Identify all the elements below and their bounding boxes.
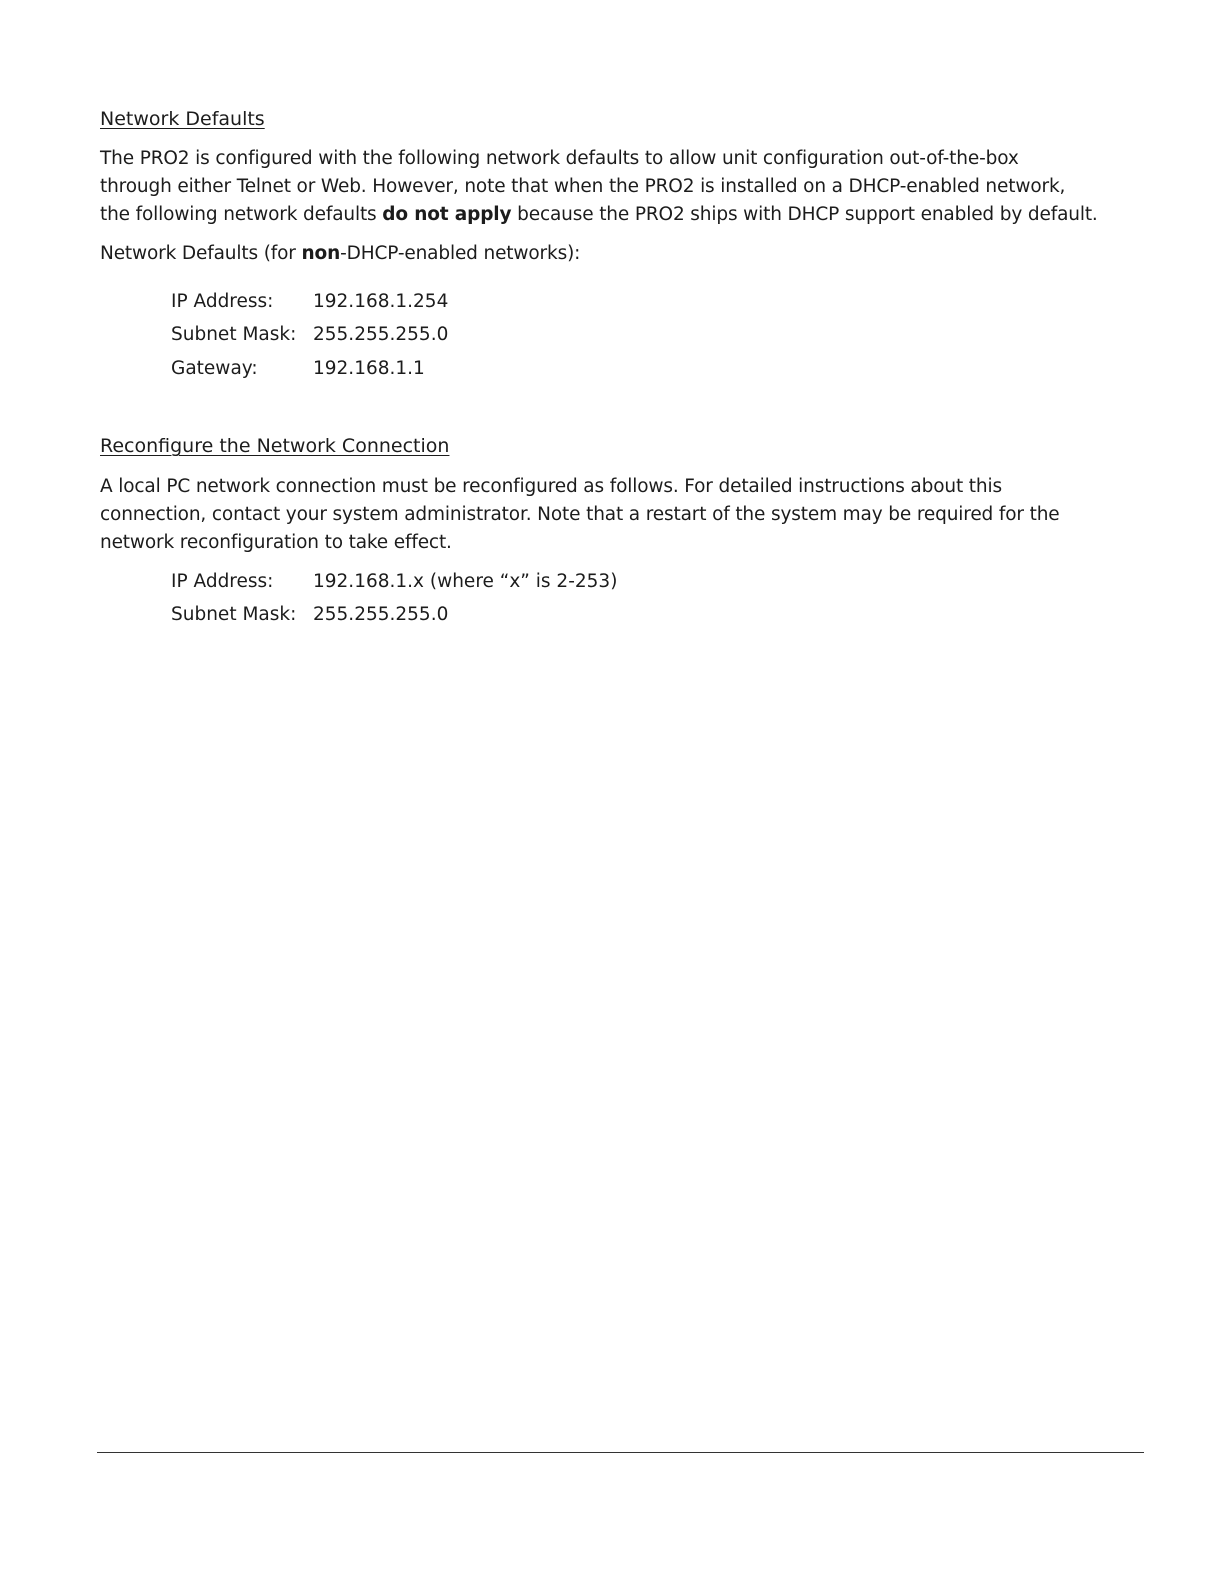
paragraph-line: A local PC network connection must be reconfigured as follows. For detailed instructions about this	[100, 476, 1002, 497]
network-defaults-note	[100, 240, 1150, 268]
paragraph-line	[100, 201, 1150, 229]
reconfigure-section	[100, 434, 1150, 458]
setting-value: 255.255.255.0	[313, 324, 449, 345]
setting-row-subnet-mask	[171, 323, 448, 347]
setting-value: 255.255.255.0	[313, 604, 449, 625]
paragraph-text: the following network defaults	[100, 204, 383, 225]
emphasis-text: non	[301, 243, 341, 264]
setting-row-ip-address	[171, 570, 617, 594]
setting-value: 192.168.1.1	[313, 358, 425, 379]
setting-label: Subnet Mask:	[171, 604, 297, 625]
reconfigure-paragraph	[100, 473, 1150, 557]
paragraph-text: because the PRO2 ships with DHCP support enabled by default.	[511, 204, 1098, 225]
section-heading: Reconfigure the Network Connection	[100, 435, 450, 457]
network-defaults-section	[100, 107, 1150, 131]
setting-value: 192.168.1.x (where “x” is 2-253)	[313, 571, 618, 592]
network-defaults-paragraph	[100, 145, 1150, 229]
setting-row-ip-address	[171, 290, 448, 314]
setting-label: Gateway:	[171, 358, 258, 379]
setting-label: IP Address:	[171, 571, 274, 592]
setting-label: Subnet Mask:	[171, 324, 297, 345]
note-text: -DHCP-enabled networks):	[340, 243, 581, 264]
setting-row-gateway	[171, 357, 425, 381]
setting-row-subnet-mask	[171, 603, 448, 627]
paragraph-line	[100, 240, 1150, 268]
note-text: Network Defaults (for	[100, 243, 302, 264]
paragraph-line: network reconfiguration to take effect.	[100, 532, 452, 553]
setting-label: IP Address:	[171, 291, 274, 312]
footer-divider	[97, 1452, 1144, 1453]
setting-value: 192.168.1.254	[313, 291, 449, 312]
emphasis-text: do not apply	[382, 204, 512, 225]
section-heading: Network Defaults	[100, 108, 265, 130]
paragraph-line: connection, contact your system administrator. Note that a restart of the system may be required for the	[100, 504, 1060, 525]
paragraph-line: The PRO2 is configured with the following network defaults to allow unit configuration out-of-the-box	[100, 148, 1019, 169]
paragraph-line: through either Telnet or Web. However, note that when the PRO2 is installed on a DHCP-enabled network,	[100, 176, 1066, 197]
